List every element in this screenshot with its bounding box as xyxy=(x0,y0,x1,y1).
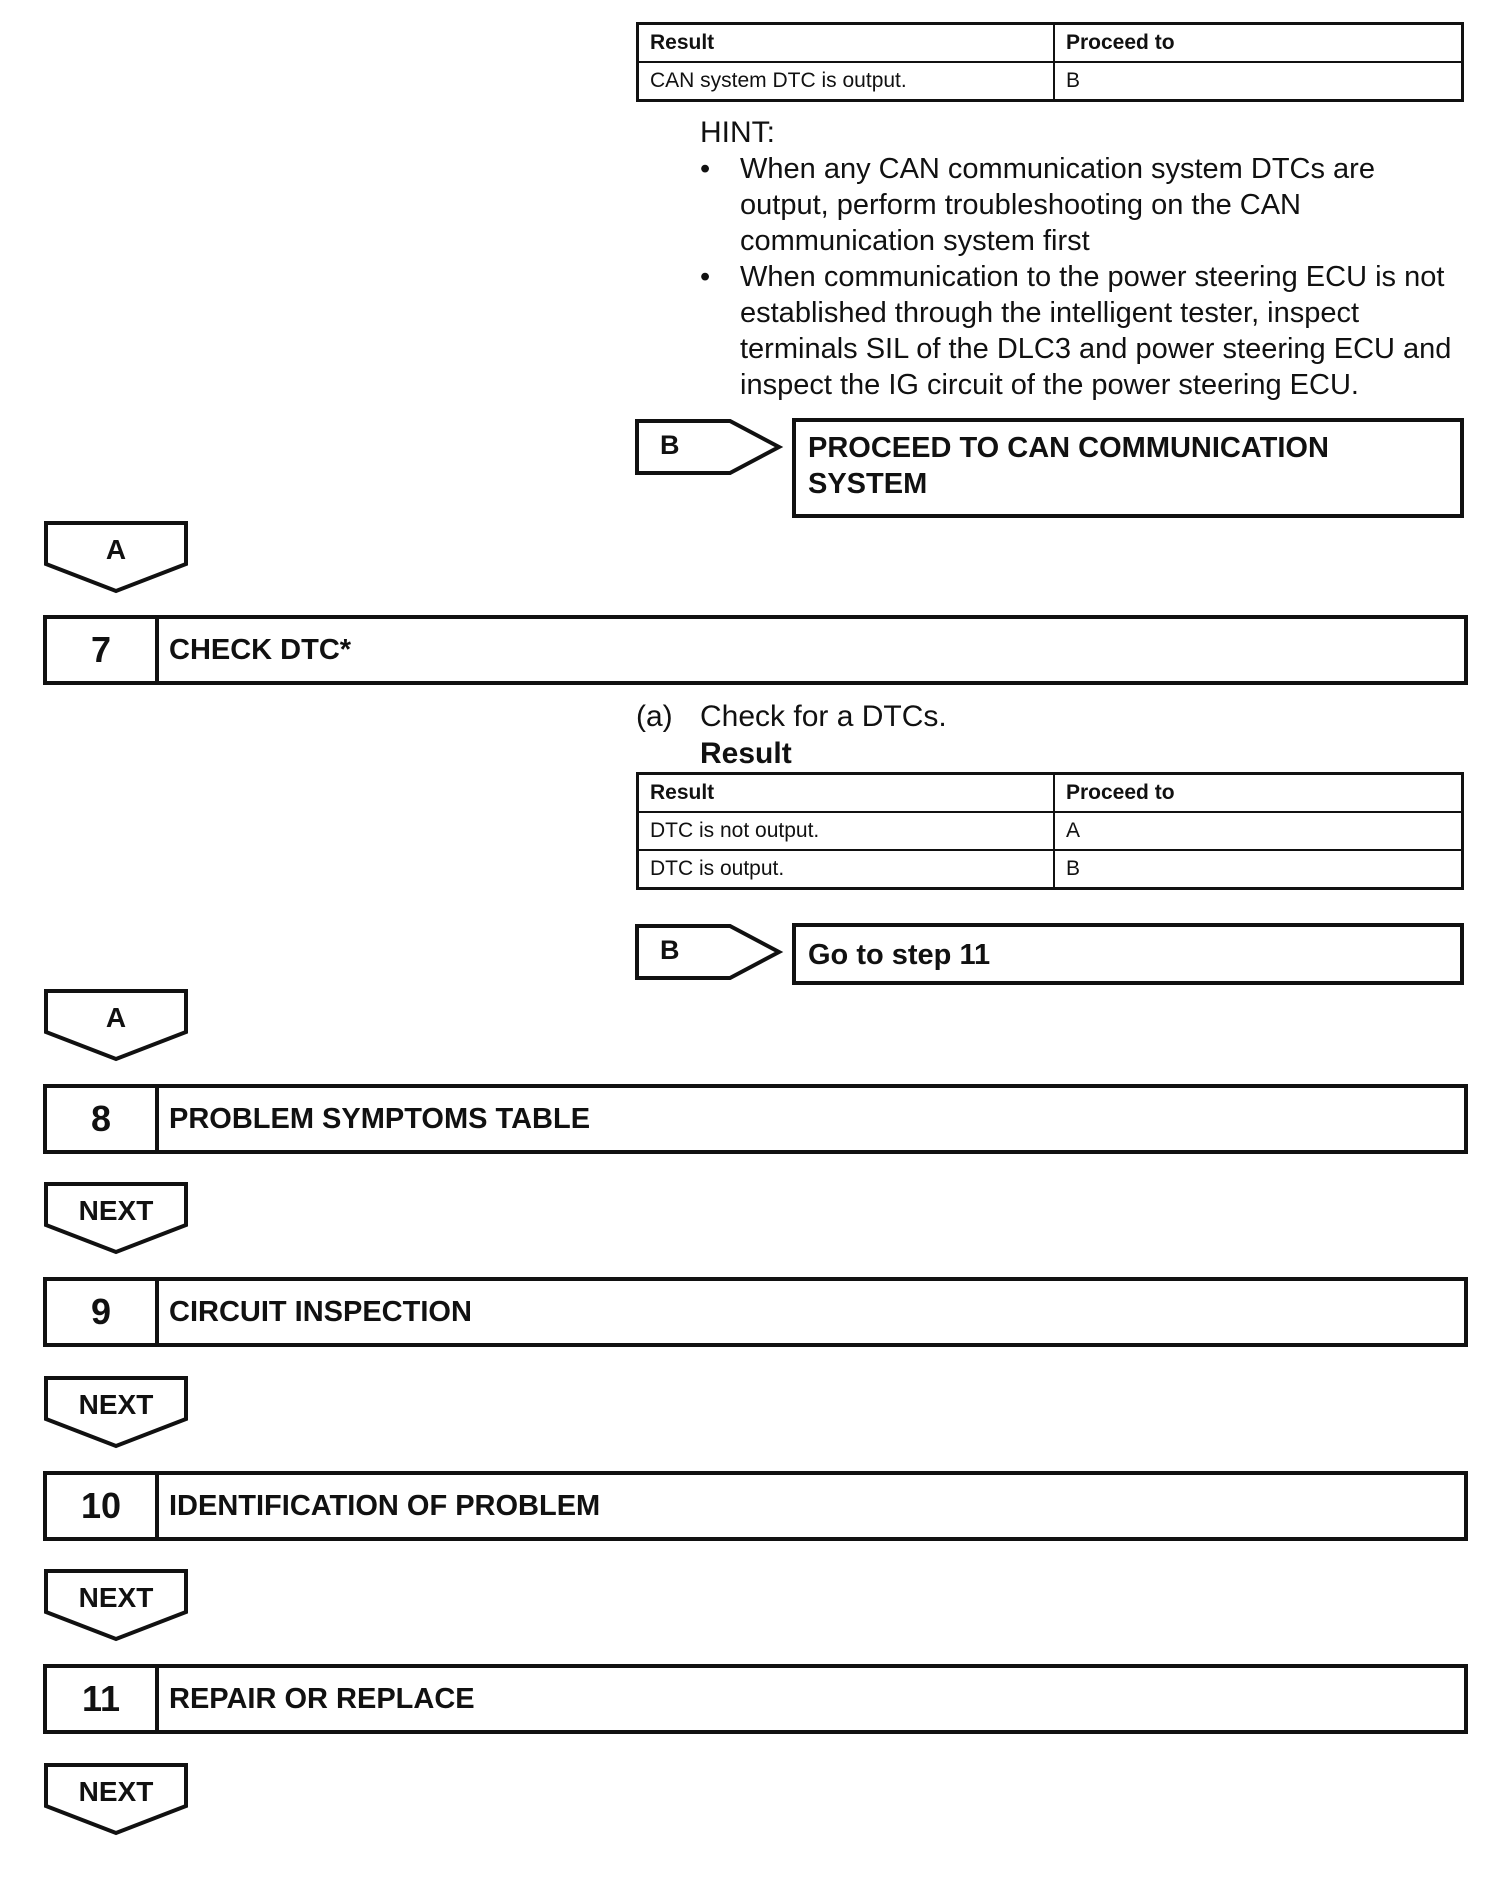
step-number: 8 xyxy=(47,1088,159,1150)
hint-item: • When communication to the power steering ECU is not established through the intelligent tester, inspect terminals SIL of the DLC3 and power steering ECU and inspect the IG circuit of the power steering ECU. xyxy=(700,259,1460,403)
step-title: REPAIR OR REPLACE xyxy=(169,1682,475,1715)
hint-item: • When any CAN communication system DTCs are output, perform troubleshooting on the CAN communication system first xyxy=(700,151,1460,259)
step-title: CHECK DTC* xyxy=(169,633,352,666)
down-arrow-a-label: A xyxy=(105,534,127,565)
step-title: PROBLEM SYMPTOMS TABLE xyxy=(169,1102,591,1135)
step-11-header xyxy=(43,1664,1468,1734)
step-number: 7 xyxy=(47,619,159,681)
substep-text: Check for a DTCs. xyxy=(700,700,947,733)
result-heading: Result xyxy=(700,737,792,770)
branch-b-arrow-icon xyxy=(634,418,784,476)
table-cell-result: DTC is output. xyxy=(638,850,1055,889)
proceed-can-communication-box[interactable] xyxy=(792,418,1464,518)
down-arrow-a-label: A xyxy=(105,1002,127,1033)
table-row xyxy=(638,62,1463,101)
next-label: NEXT xyxy=(78,1389,154,1420)
table-header-result: Result xyxy=(638,24,1055,63)
table-row xyxy=(638,812,1463,850)
table-header-proceed: Proceed to xyxy=(1054,24,1463,63)
next-label: NEXT xyxy=(78,1776,154,1807)
destination-line-2: SYSTEM xyxy=(808,468,928,500)
next-label: NEXT xyxy=(78,1582,154,1613)
next-label: NEXT xyxy=(78,1195,154,1226)
table-header-proceed: Proceed to xyxy=(1054,774,1463,813)
branch-b-label: B xyxy=(660,430,680,460)
go-to-step-11-box[interactable] xyxy=(792,923,1464,985)
step-7-header xyxy=(43,615,1468,685)
step-9-header xyxy=(43,1277,1468,1347)
result-table-can xyxy=(636,22,1464,102)
destination-line-1: PROCEED TO CAN COMMUNICATION xyxy=(808,432,1329,464)
branch-b-label: B xyxy=(660,935,680,965)
substep-marker: (a) xyxy=(636,700,673,733)
table-header-row xyxy=(638,24,1463,63)
step-8-header xyxy=(43,1084,1468,1154)
table-cell-proceed: B xyxy=(1054,62,1463,101)
table-header-result: Result xyxy=(638,774,1055,813)
step-number: 11 xyxy=(47,1668,159,1730)
step-title: CIRCUIT INSPECTION xyxy=(169,1295,472,1328)
destination-text: Go to step 11 xyxy=(808,939,991,971)
hint-title: HINT: xyxy=(700,116,775,149)
table-cell-result: CAN system DTC is output. xyxy=(638,62,1055,101)
step-number: 10 xyxy=(47,1475,159,1537)
table-cell-proceed: A xyxy=(1054,812,1463,850)
table-header-row xyxy=(638,774,1463,813)
hint-list xyxy=(700,151,1460,403)
table-cell-proceed: B xyxy=(1054,850,1463,889)
step-10-header xyxy=(43,1471,1468,1541)
branch-b-arrow-icon xyxy=(634,923,784,981)
table-cell-result: DTC is not output. xyxy=(638,812,1055,850)
table-row xyxy=(638,850,1463,889)
step-title: IDENTIFICATION OF PROBLEM xyxy=(169,1489,601,1522)
step-number: 9 xyxy=(47,1281,159,1343)
result-table-dtc xyxy=(636,772,1464,890)
